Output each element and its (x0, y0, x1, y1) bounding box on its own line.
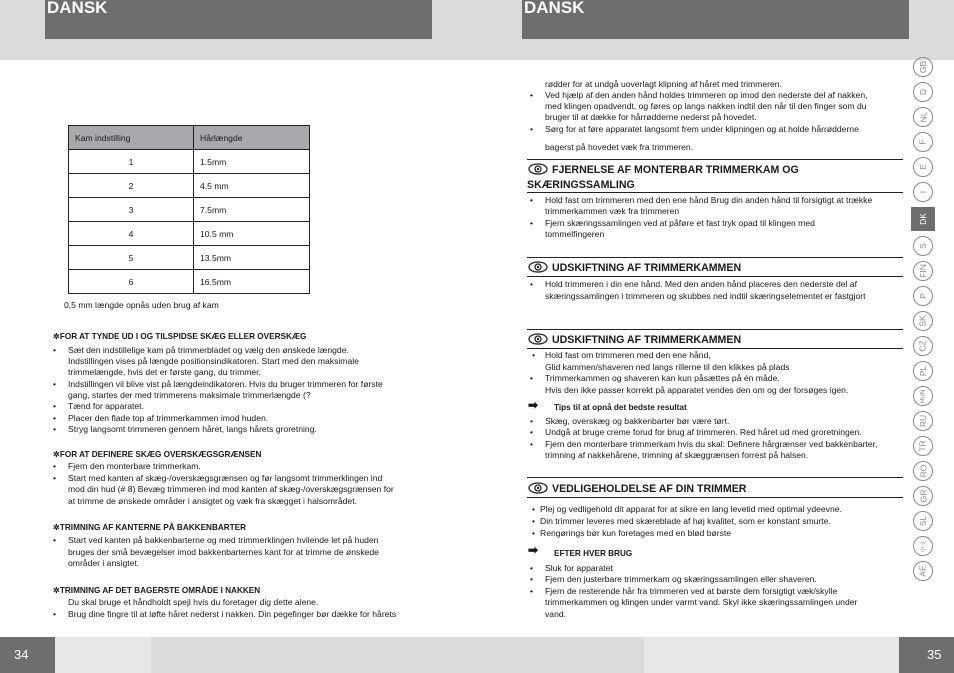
tab-ru[interactable] (913, 411, 933, 431)
list-item-text: Trimmerkammen og shaveren kan kun påsættes på én måde. (545, 373, 780, 383)
list-item-text: områder i ansigtet. (68, 558, 140, 568)
tab-label: DK (918, 213, 928, 225)
tab-label: 中文 (921, 539, 928, 553)
list-item-text: rødder for at undgå uoverlagt klipning af håret med trimmeren. (545, 79, 782, 89)
tab-e[interactable] (913, 157, 933, 177)
table-row (69, 174, 310, 198)
header-title: DANSK (524, 0, 585, 17)
list-item-text: vand. (545, 609, 567, 619)
list-item-text: Indstillingen vises på længde positionsindikatoren. Start med den maksimale (68, 356, 359, 366)
section-divider (527, 276, 903, 277)
tab-label: HUN (919, 388, 927, 404)
tab-label: TR (918, 440, 928, 452)
section-heading (528, 261, 741, 275)
list-item-text: Start med kanten af skæg-/overskægsgrænsen og før langsomt trimmerklingen ind (68, 473, 383, 483)
list-item-text: Ved hjælp af den anden hånd holdes trimmeren op imod den nederste del af nakken, (545, 90, 868, 100)
list-item-text: mod din hud (# 8) Bevæg trimmeren ind mod kanten af skæg-/overskægsgrænsen for (68, 484, 394, 494)
language-header-bar (45, 0, 432, 39)
section-heading (528, 333, 741, 347)
list-item-text: Fjern den justerbare trimmerkam og skæringssamlingen eller shaveren. (545, 574, 817, 584)
tab-label: RO (918, 464, 928, 478)
list-item-text: bruger til at dække for hårrødderne nederst på hovedet. (545, 112, 757, 122)
section-heading-text: FOR AT DEFINERE SKÆG OVERSKÆGSGRÆNSEN (59, 450, 262, 459)
table-header: Kam indstilling (69, 126, 194, 150)
section-divider (527, 329, 903, 330)
tab-label: AE (918, 565, 928, 577)
list-item-text: med klingen opadvendt, og føres op langs nakken indtil den når til den finger som du (545, 101, 867, 111)
section-divider (527, 192, 903, 193)
tab-zh[interactable] (913, 536, 933, 556)
tab-gb[interactable] (913, 57, 933, 77)
list-item-text: Indstillingen vil blive vist på længdeindikatoren. Hvis du bruger trimmeren for første (68, 379, 383, 389)
tab-label: P (917, 293, 928, 299)
tab-i[interactable] (913, 182, 933, 202)
section-heading (528, 163, 799, 177)
list-item-text: bruges der små bevægelser imod bakkenbarternes kant for at trimme de ønskede (68, 547, 379, 557)
page-number: 35 (899, 637, 954, 673)
tab-sl[interactable] (913, 511, 933, 531)
tab-label: E (917, 164, 928, 170)
tab-nl[interactable] (913, 107, 933, 127)
section-divider (527, 497, 903, 498)
section-divider (527, 348, 903, 349)
tab-f[interactable] (913, 132, 933, 152)
footer-block (644, 637, 899, 673)
section-heading-text: UDSKIFTNING AF TRIMMERKAMMEN (552, 334, 742, 346)
list-item-text: at trimme de ønskede områder i ansigtet og væk fra skægget i halsområdet. (68, 496, 357, 506)
list-item-text: Start ved kanten på bakkenbarterne og med trimmerklingen hvilende let på huden (68, 535, 379, 545)
tab-label: SL (918, 515, 928, 527)
table-header: Hårlængde (194, 126, 310, 150)
list-item-text: trimning af nakkehårene, trimning af skæggrænsen forrest på halsen. (545, 450, 809, 460)
list-item-text: Du skal bruge et håndholdt spejl hvis du foretager dig dette alene. (68, 597, 319, 607)
tab-gr[interactable] (913, 486, 933, 506)
tab-cz[interactable] (913, 336, 933, 356)
table-cell: 1.5mm (194, 150, 310, 174)
tab-label: NL (918, 111, 928, 123)
footer-block (55, 637, 151, 673)
tab-pl[interactable] (913, 361, 933, 381)
list-item-text: Hold fast om trimmeren med den ene hånd, (545, 350, 711, 360)
list-item-text: Brug dine fingre til at løfte håret nederst i nakken. Din pegefinger bør dække for hårets (68, 609, 397, 619)
arrow-right-icon: ➡ (528, 398, 539, 412)
list-item-text: Placer den flade top af trimmerkammen imod huden. (68, 413, 269, 423)
list-item-text: trimmelængde, hvis det er første gang, du trimmer. (68, 367, 261, 377)
table-cell: 3 (69, 198, 194, 222)
eye-icon (528, 163, 548, 175)
list-item-text: trimmerkammen og klingen under varmt vand. Skyl ikke skæringssamlingen under (545, 597, 858, 607)
section-heading-text: FOR AT TYNDE UD I OG TILSPIDSE SKÆG ELLER OVERSKÆG (59, 332, 307, 341)
tab-label: RU (918, 414, 928, 428)
list-item-text: Fjern den monterbare trimmerkam hvis du skal: Definere hårgrænser ved bakkenbarter, (545, 439, 878, 449)
section-divider (527, 257, 903, 258)
table-cell: 1 (69, 150, 194, 174)
section-heading: ✲TRIMNING AF DET BAGERSTE OMRÅDE I NAKKEN (53, 586, 261, 595)
table-cell: 13.5mm (194, 246, 310, 270)
tab-label: D (917, 88, 928, 96)
list-item-text: Din trimmer leveres med skæreblade af høj kvalitet, som er konstant smurte. (540, 516, 831, 526)
list-item-text: tommelfingeren (545, 229, 605, 239)
section-heading-text: FJERNELSE AF MONTERBAR TRIMMERKAM OG (552, 164, 799, 176)
tab-label: GR (918, 489, 928, 503)
tab-label: GB (918, 60, 928, 74)
arrow-right-icon: ➡ (528, 543, 539, 557)
section-heading: ✲FOR AT TYNDE UD I OG TILSPIDSE SKÆG ELLER OVERSKÆG (53, 332, 307, 341)
table-cell: 16.5mm (194, 270, 310, 294)
section-divider (527, 477, 903, 478)
section-heading (528, 482, 746, 496)
list-item-text: Fjern skæringssamlingen ved at påføre et fast tryk opad til klingen med (545, 218, 815, 228)
list-item-text: Skæg, overskæg og bakkenbarter bør være tørt. (545, 416, 730, 426)
tab-d[interactable] (913, 82, 933, 102)
tab-dk[interactable] (911, 207, 935, 231)
list-item-text: Sørg for at føre apparatet langsomt frem under klipningen og at holde hårrødderne (545, 124, 859, 134)
list-item-text: Hvis den ikke passer korrekt på apparatet vendes den om og der forsøges igen. (545, 385, 849, 395)
section-heading: ✲TRIMNING AF KANTERNE PÅ BAKKENBARTER (53, 523, 247, 532)
section-heading-text: TRIMNING AF DET BAGERSTE OMRÅDE I NAKKEN (59, 586, 261, 595)
list-item-text: trimmerkammen væk fra trimmeren (545, 206, 680, 216)
list-item-text: Stryg langsomt trimmeren gennem håret, langs hårets groretning. (68, 424, 317, 434)
header-title: DANSK (47, 0, 108, 17)
table-row (69, 246, 310, 270)
section-heading-text: TRIMNING AF KANTERNE PÅ BAKKENBARTER (59, 523, 247, 532)
table-row (69, 198, 310, 222)
eye-icon (528, 482, 548, 494)
table-cell: 6 (69, 270, 194, 294)
tab-p[interactable] (913, 286, 933, 306)
table-note: 0,5 mm længde opnås uden brug af kam (64, 300, 219, 310)
left-page: DANSK Kam indstilling Hårlængde 1 1.5mm 2 4.5 mm 3 7.5mm 4 10.5 mm 5 13.5mm 6 16.5mm 0,5 mm længde opnås uden brug af kam ✲FOR AT TYNDE UD I OG TILSPIDSE SKÆG ELLER OVERSKÆG • Sæt den indstillelige kam på trimmerbladet og vælg den ønskede længde. Indstillingen vises på længde positionsindikatoren. Start med den maksimale trimmelængde, hvis det er første gang, du trimmer. • Indstillingen vil blive vist på længdeindikatoren. Hvis du bruger trimmeren for første gang, startes der med trimmerens maksimale trimmerlængde (? • Tænd for apparatet. • Placer den flade top af trimmerkammen imod huden. • Stryg langsomt trimmeren gennem håret, langs hårets groretning. ✲FOR AT DEFINERE SKÆG OVERSKÆGSGRÆNSEN • Fjern den monterbare trimmerkam. • Start med kanten af skæg-/overskægsgrænsen og før langsomt trimmerklingen ind mod din hud (# 8) Bevæg trimmeren ind mod kanten af skæg-/overskægsgrænsen for at trimme de ønskede områder i ansigtet og væk fra skægget i halsområdet. ✲TRIMNING AF KANTERNE PÅ BAKKENBARTER • Start ved kanten på bakkenbarterne og med trimmerklingen hvilende let på huden bruges der små bevægelser imod bakkenbarternes kant for at trimme de ønskede områder i ansigtet. ✲TRIMNING AF DET BAGERSTE OMRÅDE I NAKKEN Du skal bruge et håndholdt spejl hvis du foretager dig dette alene. • Brug dine fingre til at løfte håret nederst i nakken. Din pegefinger bør dække for hårets 34 (0, 0, 477, 673)
tab-sk[interactable] (913, 311, 933, 331)
tab-label: PL (918, 365, 928, 377)
tab-label: S (917, 243, 928, 249)
table-cell: 5 (69, 246, 194, 270)
table-cell: 7.5mm (194, 198, 310, 222)
tab-label: FIN (917, 264, 928, 278)
tab-s[interactable] (913, 236, 933, 256)
list-item-text: Sluk for apparatet (545, 563, 613, 573)
comb-length-table (68, 125, 310, 294)
tab-tr[interactable] (913, 436, 933, 456)
list-item-text: Tænd for apparatet. (68, 401, 144, 411)
table-cell: 4.5 mm (194, 174, 310, 198)
list-item-text: Hold fast om trimmeren med den ene hånd Brug din anden hånd til forsigtigt at trække (545, 195, 873, 205)
list-item-text: bagerst på hovedet væk fra trimmeren. (545, 142, 694, 152)
table-row (69, 270, 310, 294)
table-row (69, 150, 310, 174)
section-heading-cont: SKÆRINGSSAMLING (527, 179, 635, 191)
list-item-text: Fjern de resterende hår fra trimmeren ved at børste dem forsigtigt væk/skylle (545, 586, 838, 596)
tab-label: I (918, 190, 928, 194)
table-row (69, 222, 310, 246)
table-cell: 4 (69, 222, 194, 246)
tab-ro[interactable] (913, 461, 933, 481)
page-number: 34 (0, 637, 55, 673)
list-item-text: gang, startes der med trimmerens maksimale trimmerlængde (? (68, 390, 311, 400)
list-item-text: Hold trimmeren i din ene hånd. Med den anden hånd placeres den nederste del af (545, 279, 857, 289)
list-item-text: Glid kammen/shaveren ned langs rillerne til den klikkes på plads (545, 362, 790, 372)
language-tab-strip (911, 57, 935, 586)
tab-fin[interactable] (913, 261, 933, 281)
language-header-bar (522, 0, 909, 39)
tab-label: CZ (918, 340, 928, 352)
list-item-text: Rengørings bør kun foretages med en blød børste (540, 528, 732, 538)
after-use-heading: EFTER HVER BRUG (554, 549, 633, 558)
table-cell: 10.5 mm (194, 222, 310, 246)
section-divider (527, 159, 903, 160)
eye-icon (528, 261, 548, 273)
section-heading: ✲FOR AT DEFINERE SKÆG OVERSKÆGSGRÆNSEN (53, 450, 262, 459)
tab-ae[interactable] (913, 561, 933, 581)
eye-icon (528, 333, 548, 345)
list-item-text: Fjern den monterbare trimmerkam. (68, 461, 201, 471)
list-item-text: Sæt den indstillelige kam på trimmerbladet og vælg den ønskede længde. (68, 345, 349, 355)
table-cell: 2 (69, 174, 194, 198)
list-item-text: skæringssamlingen i trimmeren og skubbes ned indtil skæringselementet er fastgjort (545, 291, 866, 301)
section-heading-text: VEDLIGEHOLDELSE AF DIN TRIMMER (552, 483, 747, 495)
section-heading-text: UDSKIFTNING AF TRIMMERKAMMEN (552, 262, 742, 274)
tips-heading: Tips til at opnå det bedste resultat (554, 403, 687, 412)
tab-label: F (917, 139, 928, 145)
tab-hun[interactable] (913, 386, 933, 406)
list-item-text: Undgå at bruge creme forud for brug af trimmeren. Red håret ud med groretningen. (545, 427, 862, 437)
list-item-text: Plej og vedligehold dit apparat for at sikre en lang levetid med optimal ydeevne. (540, 504, 842, 514)
tab-label: SK (918, 315, 928, 327)
